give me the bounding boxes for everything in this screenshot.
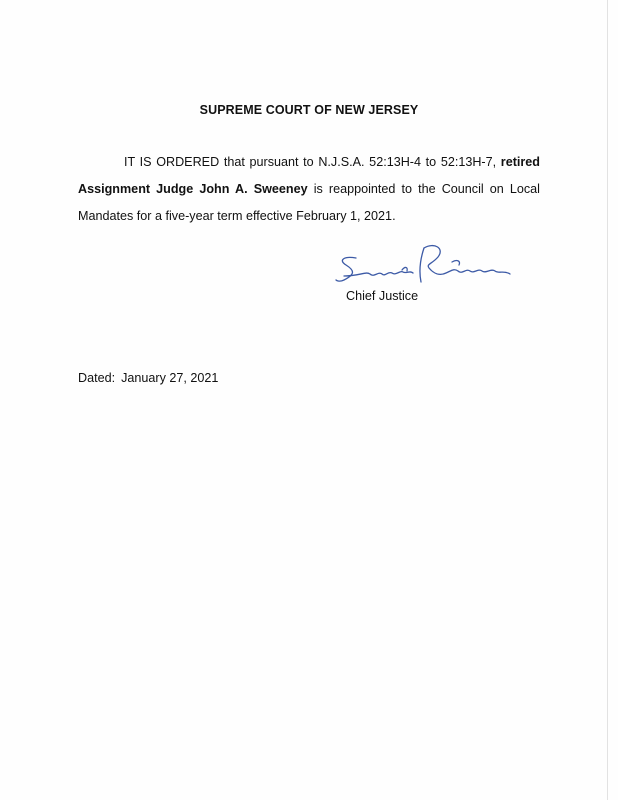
signature-title: Chief Justice xyxy=(346,289,419,303)
order-paragraph xyxy=(78,149,540,230)
order-bold-text: retired Assignment Judge John A. Sweeney xyxy=(78,155,540,196)
scan-edge-line xyxy=(607,0,608,800)
dated-line xyxy=(78,371,218,385)
dated-label: Dated: xyxy=(78,371,116,385)
dated-value: January 27, 2021 xyxy=(121,371,219,385)
signature-strokes xyxy=(336,246,510,282)
order-text-start: IT IS ORDERED that pursuant to N.J.S.A. 52:13H-4 to 52:13H-7, xyxy=(124,155,501,169)
order-text-end: is reappointed to the Council on Local Mandates for a five-year term effective February 1, 2021. xyxy=(78,182,540,223)
court-heading: SUPREME COURT OF NEW JERSEY xyxy=(199,103,419,117)
chief-justice-signature xyxy=(330,240,520,290)
